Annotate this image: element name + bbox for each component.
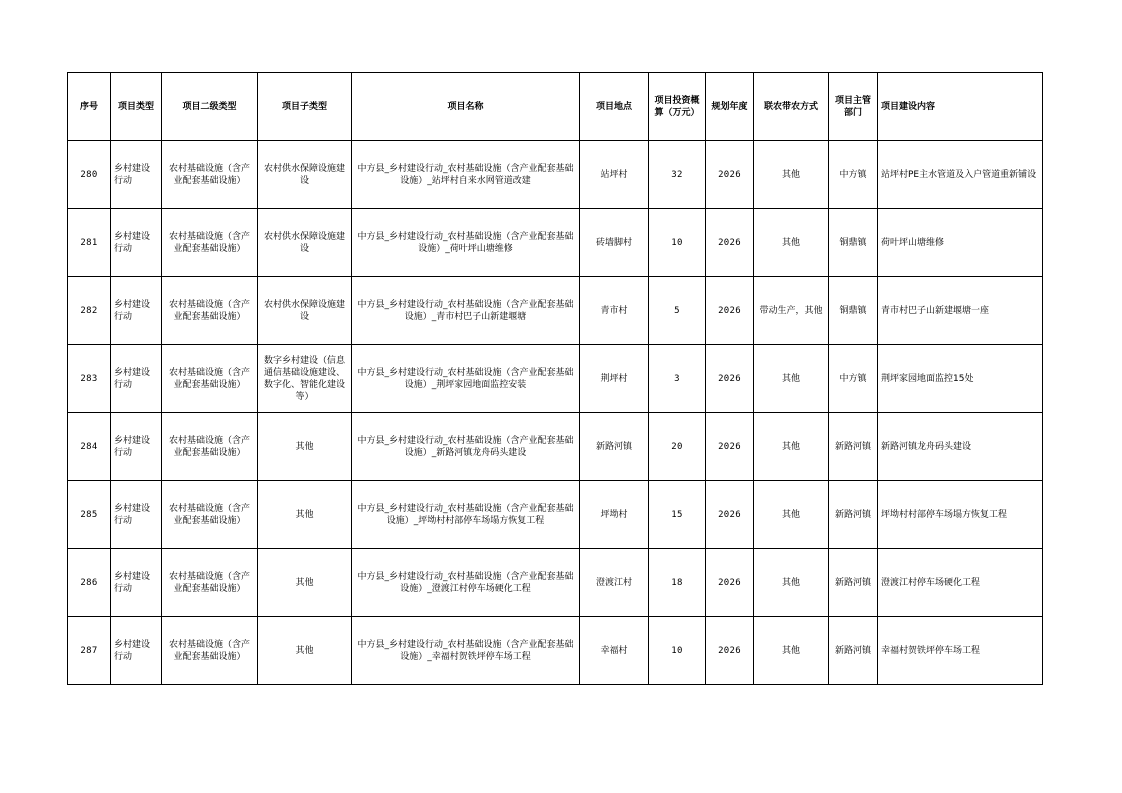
- cell-mode: 其他: [754, 413, 829, 481]
- cell-content: 站坪村PE主水管道及入户管道重新铺设: [878, 141, 1043, 209]
- cell-dept: 中方镇: [829, 345, 878, 413]
- cell-location: 新路河镇: [580, 413, 649, 481]
- cell-type: 乡村建设行动: [111, 209, 162, 277]
- cell-mode: 其他: [754, 345, 829, 413]
- cell-type: 乡村建设行动: [111, 141, 162, 209]
- cell-budget: 5: [649, 277, 706, 345]
- cell-mode: 带动生产，其他: [754, 277, 829, 345]
- cell-location: 澄渡江村: [580, 549, 649, 617]
- table-body: [68, 141, 1043, 685]
- cell-content: 荆坪家园地面监控15处: [878, 345, 1043, 413]
- cell-mode: 其他: [754, 549, 829, 617]
- table-row: [68, 141, 1043, 209]
- cell-mode: 其他: [754, 617, 829, 685]
- cell-seq: 283: [68, 345, 111, 413]
- table-row: [68, 277, 1043, 345]
- cell-mode: 其他: [754, 209, 829, 277]
- cell-budget: 20: [649, 413, 706, 481]
- cell-type: 乡村建设行动: [111, 413, 162, 481]
- cell-sub: 农村供水保障设施建设: [258, 277, 352, 345]
- cell-name: 中方县_乡村建设行动_农村基础设施（含产业配套基础设施）_青市村巴子山新建堰塘: [352, 277, 580, 345]
- cell-sub: 其他: [258, 413, 352, 481]
- cell-budget: 10: [649, 617, 706, 685]
- cell-location: 站坪村: [580, 141, 649, 209]
- cell-type: 乡村建设行动: [111, 481, 162, 549]
- header-level2: 项目二级类型: [162, 73, 258, 141]
- header-type: 项目类型: [111, 73, 162, 141]
- cell-sub: 其他: [258, 481, 352, 549]
- cell-year: 2026: [706, 141, 754, 209]
- cell-level2: 农村基础设施（含产业配套基础设施）: [162, 141, 258, 209]
- cell-name: 中方县_乡村建设行动_农村基础设施（含产业配套基础设施）_坪坳村村部停车场塌方恢复工程: [352, 481, 580, 549]
- project-table: [67, 72, 1043, 685]
- cell-year: 2026: [706, 413, 754, 481]
- cell-dept: 中方镇: [829, 141, 878, 209]
- table-row: [68, 549, 1043, 617]
- cell-seq: 285: [68, 481, 111, 549]
- cell-name: 中方县_乡村建设行动_农村基础设施（含产业配套基础设施）_新路河镇龙舟码头建设: [352, 413, 580, 481]
- cell-year: 2026: [706, 617, 754, 685]
- cell-dept: 铜鼎镇: [829, 277, 878, 345]
- cell-type: 乡村建设行动: [111, 345, 162, 413]
- header-budget: 项目投资概算（万元）: [649, 73, 706, 141]
- cell-year: 2026: [706, 277, 754, 345]
- cell-mode: 其他: [754, 481, 829, 549]
- cell-seq: 281: [68, 209, 111, 277]
- header-seq: 序号: [68, 73, 111, 141]
- cell-level2: 农村基础设施（含产业配套基础设施）: [162, 277, 258, 345]
- cell-seq: 287: [68, 617, 111, 685]
- table-row: [68, 413, 1043, 481]
- cell-type: 乡村建设行动: [111, 617, 162, 685]
- cell-budget: 18: [649, 549, 706, 617]
- header-mode: 联农带农方式: [754, 73, 829, 141]
- cell-level2: 农村基础设施（含产业配套基础设施）: [162, 413, 258, 481]
- cell-seq: 286: [68, 549, 111, 617]
- cell-name: 中方县_乡村建设行动_农村基础设施（含产业配套基础设施）_澄渡江村停车场硬化工程: [352, 549, 580, 617]
- cell-sub: 农村供水保障设施建设: [258, 209, 352, 277]
- cell-name: 中方县_乡村建设行动_农村基础设施（含产业配套基础设施）_幸福村贺铁坪停车场工程: [352, 617, 580, 685]
- cell-location: 砖墙脚村: [580, 209, 649, 277]
- cell-name: 中方县_乡村建设行动_农村基础设施（含产业配套基础设施）_荷叶坪山塘维修: [352, 209, 580, 277]
- header-name: 项目名称: [352, 73, 580, 141]
- cell-content: 新路河镇龙舟码头建设: [878, 413, 1043, 481]
- cell-budget: 3: [649, 345, 706, 413]
- cell-content: 坪坳村村部停车场塌方恢复工程: [878, 481, 1043, 549]
- cell-content: 青市村巴子山新建堰塘一座: [878, 277, 1043, 345]
- table-row: [68, 617, 1043, 685]
- table-row: [68, 209, 1043, 277]
- cell-level2: 农村基础设施（含产业配套基础设施）: [162, 549, 258, 617]
- header-dept: 项目主管部门: [829, 73, 878, 141]
- cell-budget: 10: [649, 209, 706, 277]
- cell-location: 坪坳村: [580, 481, 649, 549]
- cell-sub: 其他: [258, 549, 352, 617]
- cell-content: 澄渡江村停车场硬化工程: [878, 549, 1043, 617]
- header-location: 项目地点: [580, 73, 649, 141]
- cell-dept: 新路河镇: [829, 413, 878, 481]
- cell-content: 荷叶坪山塘维修: [878, 209, 1043, 277]
- cell-location: 荆坪村: [580, 345, 649, 413]
- cell-year: 2026: [706, 481, 754, 549]
- cell-sub: 其他: [258, 617, 352, 685]
- cell-year: 2026: [706, 209, 754, 277]
- cell-dept: 新路河镇: [829, 617, 878, 685]
- cell-seq: 284: [68, 413, 111, 481]
- cell-budget: 15: [649, 481, 706, 549]
- cell-level2: 农村基础设施（含产业配套基础设施）: [162, 209, 258, 277]
- table-row: [68, 481, 1043, 549]
- cell-dept: 铜鼎镇: [829, 209, 878, 277]
- cell-type: 乡村建设行动: [111, 277, 162, 345]
- cell-sub: 数字乡村建设（信息通信基础设施建设、数字化、智能化建设等）: [258, 345, 352, 413]
- cell-name: 中方县_乡村建设行动_农村基础设施（含产业配套基础设施）_荆坪家园地面监控安装: [352, 345, 580, 413]
- cell-sub: 农村供水保障设施建设: [258, 141, 352, 209]
- cell-year: 2026: [706, 345, 754, 413]
- cell-mode: 其他: [754, 141, 829, 209]
- cell-name: 中方县_乡村建设行动_农村基础设施（含产业配套基础设施）_站坪村自来水网管道改建: [352, 141, 580, 209]
- header-content: 项目建设内容: [878, 73, 1043, 141]
- cell-dept: 新路河镇: [829, 481, 878, 549]
- cell-location: 幸福村: [580, 617, 649, 685]
- cell-budget: 32: [649, 141, 706, 209]
- header-year: 规划年度: [706, 73, 754, 141]
- cell-level2: 农村基础设施（含产业配套基础设施）: [162, 345, 258, 413]
- cell-type: 乡村建设行动: [111, 549, 162, 617]
- cell-seq: 282: [68, 277, 111, 345]
- table-header: [68, 73, 1043, 141]
- cell-location: 青市村: [580, 277, 649, 345]
- cell-level2: 农村基础设施（含产业配套基础设施）: [162, 617, 258, 685]
- cell-level2: 农村基础设施（含产业配套基础设施）: [162, 481, 258, 549]
- cell-dept: 新路河镇: [829, 549, 878, 617]
- header-sub: 项目子类型: [258, 73, 352, 141]
- cell-seq: 280: [68, 141, 111, 209]
- table-row: [68, 345, 1043, 413]
- cell-year: 2026: [706, 549, 754, 617]
- cell-content: 幸福村贺铁坪停车场工程: [878, 617, 1043, 685]
